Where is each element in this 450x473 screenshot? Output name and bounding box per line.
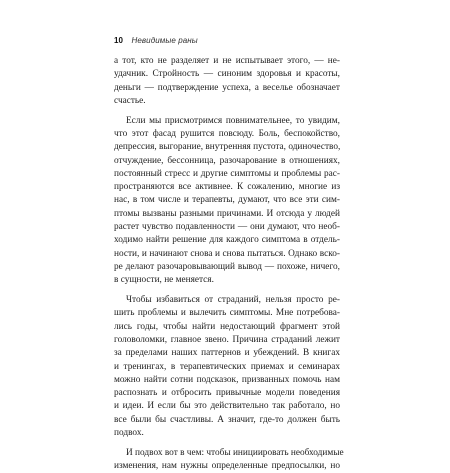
text-line: птомы вызваны разными причинами. И отсюда у людей <box>114 208 340 219</box>
text-line: счастье. <box>114 95 146 106</box>
paragraph <box>114 447 344 473</box>
paragraph <box>114 115 340 288</box>
running-head-title: Невидимые раны <box>131 36 198 45</box>
text-line: подвох. <box>114 428 144 439</box>
paragraph <box>114 294 340 440</box>
text-line: ности, и начинают снова и снова пытаться. Однако вско- <box>114 248 340 259</box>
text-line: удачник. Стройность — синоним здоровья и красоты, <box>114 69 340 80</box>
text-line: за пределами наших паттернов и убеждений. В книгах <box>114 348 340 359</box>
text-line: и идеи. И если бы это действительно так работало, но <box>114 401 340 412</box>
text-line: И подвох вот в чем: чтобы инициировать необходимые <box>126 447 344 458</box>
text-line: головоломки, главное звено. Причина страданий лежит <box>114 334 340 345</box>
text-line: депрессия, выгорание, внутренняя пустота, одиночество, <box>114 142 341 153</box>
text-line: Чтобы избавиться от страданий, нельзя просто ре- <box>126 295 340 306</box>
text-line: а тот, кто не разделяет и не испытывает этого, — не- <box>114 56 340 66</box>
text-line: шить проблемы и вылечить симптомы. Мне потребова- <box>114 308 340 319</box>
text-line: лись годы, чтобы найти недостающий фрагмент этой <box>114 321 340 332</box>
text-line: распознать и отбросить привычные модели поведения <box>114 388 340 399</box>
text-line: пространяются все активнее. К сожалению, многие из <box>114 182 340 193</box>
text-line: изменения, нам нужны определенные предпосылки, но <box>114 461 340 472</box>
body-text <box>114 55 344 473</box>
text-line: можно найти сотни подсказок, призванных помочь нам <box>114 374 340 385</box>
text-line: ре делают разочаровывающий вывод — похоже, ничего, <box>114 261 340 272</box>
running-head <box>114 36 198 45</box>
text-line: деньги — подтверждение успеха, а веселье обозначает <box>114 82 340 93</box>
paragraph <box>114 55 340 108</box>
text-line: что этот фасад рушится повсюду. Боль, беспокойство, <box>114 128 340 139</box>
text-line: и тренингах, в терапевтических приемах и семинарах <box>114 361 340 372</box>
text-line: растет чувство подавленности — они думают, что необ- <box>114 222 340 233</box>
text-line: ходимо найти решение для каждого симптома в отдель- <box>114 235 340 246</box>
text-line: отчуждение, бессонница, разочарование в отношениях, <box>114 155 340 166</box>
text-line: нас, в том числе и терапевты, думают, что все эти сим- <box>114 195 340 206</box>
text-line: в сущности, не меняется. <box>114 275 214 286</box>
text-line: Если мы присмотримся повнимательнее, то увидим, <box>126 115 340 126</box>
page-number: 10 <box>114 36 124 45</box>
text-line: все были бы счастливы. А значит, где-то должен быть <box>114 414 340 425</box>
text-line: постоянный стресс и другие симптомы и проблемы рас- <box>114 168 340 179</box>
